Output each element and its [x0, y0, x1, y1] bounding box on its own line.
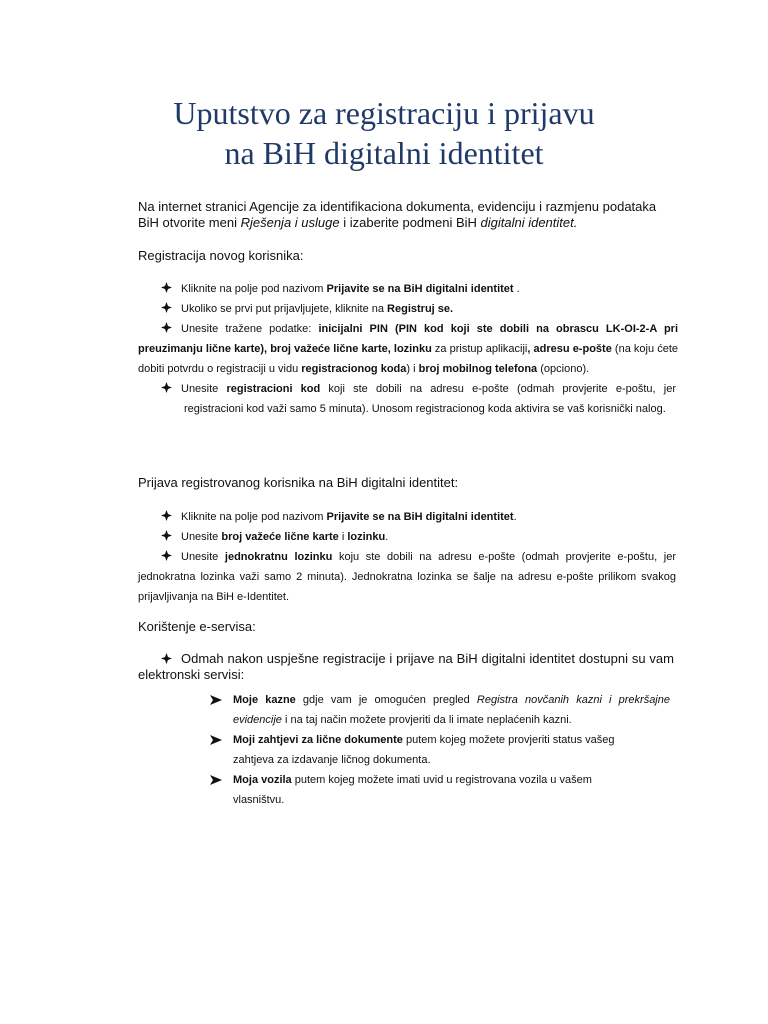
intro-menu-name: Rješenja i usluge [240, 215, 340, 230]
list-item [161, 299, 676, 319]
step-bold: jednokratnu lozinku [224, 551, 333, 563]
list-item [161, 527, 676, 547]
step-text: . [385, 531, 389, 543]
list-item [210, 690, 670, 730]
title-line-2: na BiH digitalni identitet [224, 135, 544, 171]
registration-heading: Registracija novog korisnika: [138, 248, 304, 263]
step-text: Unesite [181, 531, 222, 543]
service-name: Moja vozila [233, 774, 292, 786]
diamond-bullet-icon [161, 530, 172, 541]
service-text: . [427, 754, 431, 766]
step-text: . [513, 283, 520, 295]
diamond-bullet-icon [161, 322, 172, 333]
service-name: Moji zahtjevi za lične dokumente [233, 734, 403, 746]
diamond-bullet-icon [161, 282, 172, 293]
step-text: Ukoliko se prvi put prijavljujete, kliknite na [181, 303, 388, 315]
step-text: (na koju ćete dobiti potvrdu o registraciji u vidu [138, 343, 679, 375]
registration-steps [138, 279, 679, 419]
step-bold: Prijavite se na BiH digitalni identitet [326, 283, 514, 295]
list-item [161, 279, 676, 299]
list-item [138, 319, 678, 379]
step-text: ) i [406, 363, 419, 375]
step-text: Kliknite na polje pod nazivom [181, 283, 327, 295]
step-text: i [338, 531, 348, 543]
step-bold: Registruj se. [387, 303, 454, 315]
list-item [138, 651, 674, 683]
step-bold: lozinku [347, 531, 386, 543]
step-text: koju ste dobili na adresu e-pošte (odmah provjerite e-poštu, jer jednokratna lozinka važi samo 2 minuta). Jednokratna lozinka se šalje na adresu e-pošte prilikom svakog prijavljivanja na BiH e-Identitet. [138, 551, 676, 603]
service-register-name: Registra novčanih kazni i prekršajne evidencije [233, 694, 670, 726]
step-bold: inicijalni PIN (PIN kod koji ste dobili na obrascu LK-OI-2-A pri preuzimanju lične karte), broj važeće lične karte, lozinku [138, 323, 678, 355]
diamond-bullet-icon [161, 382, 172, 393]
step-text: Kliknite na polje pod nazivom [181, 511, 327, 523]
step-text: za pristup aplikaciji [431, 343, 528, 355]
service-text: gdje vam je omogućen pregled [295, 694, 477, 706]
step-text: (opciono). [537, 363, 590, 375]
service-text: putem kojeg možete provjeriti status vašeg zahtjeva za izdavanje ličnog dokumenta [233, 734, 615, 766]
intro-text: Na internet stranici Agencije za identifikaciona dokumenta, evidenciju i razmjenu podataka BiH otvorite meni [138, 199, 657, 230]
arrow-bullet-icon [210, 695, 222, 705]
eservices-heading: Korištenje e-servisa: [138, 619, 256, 634]
service-text: i na taj način možete provjeriti da li imate neplaćenih kazni. [281, 714, 572, 726]
intro-paragraph [138, 199, 678, 231]
list-item [210, 770, 613, 810]
arrow-bullet-icon [210, 775, 222, 785]
step-bold: registracionog koda [301, 363, 407, 375]
step-bold: Prijavite se na BiH digitalni identitet [326, 511, 514, 523]
arrow-bullet-icon [210, 735, 222, 745]
diamond-bullet-icon [161, 510, 172, 521]
diamond-bullet-icon [161, 550, 172, 561]
eservices-list [138, 651, 676, 683]
step-text: Unesite tražene podatke: [181, 323, 319, 335]
list-item [138, 547, 676, 607]
login-steps [138, 507, 676, 607]
list-item [161, 507, 676, 527]
step-text: . [513, 511, 517, 523]
list-item [161, 379, 676, 419]
list-item [210, 730, 643, 770]
login-heading: Prijava registrovanog korisnika na BiH digitalni identitet: [138, 475, 459, 490]
service-text: putem kojeg možete imati uvid u registrovana vozila u vašem vlasništvu. [233, 774, 592, 806]
step-text: koji ste dobili na adresu e-pošte (odmah provjerite e-poštu, jer registracioni kod važi samo 5 minuta). Unosom registracionog koda aktivira se vaš korisnički nalog. [184, 383, 676, 415]
intro-text: i izaberite podmeni BiH [339, 215, 481, 230]
step-bold: , adresu e-pošte [527, 343, 612, 355]
service-name: Moje kazne [233, 694, 296, 706]
page-title [100, 93, 668, 173]
eservices-intro-text: Odmah nakon uspješne registracije i prijave na BiH digitalni identitet dostupni su vam elektronski servisi: [138, 651, 674, 682]
step-text: Unesite [181, 383, 227, 395]
diamond-bullet-icon [161, 653, 172, 664]
intro-submenu-name: digitalni identitet. [480, 215, 578, 230]
diamond-bullet-icon [161, 302, 172, 313]
title-line-1: Uputstvo za registraciju i prijavu [173, 95, 595, 131]
step-bold: registracioni kod [226, 383, 321, 395]
step-bold: broj mobilnog telefona [418, 363, 538, 375]
step-bold: broj važeće lične karte [221, 531, 339, 543]
step-text: Unesite [181, 551, 225, 563]
eservices-sublist [210, 690, 670, 810]
